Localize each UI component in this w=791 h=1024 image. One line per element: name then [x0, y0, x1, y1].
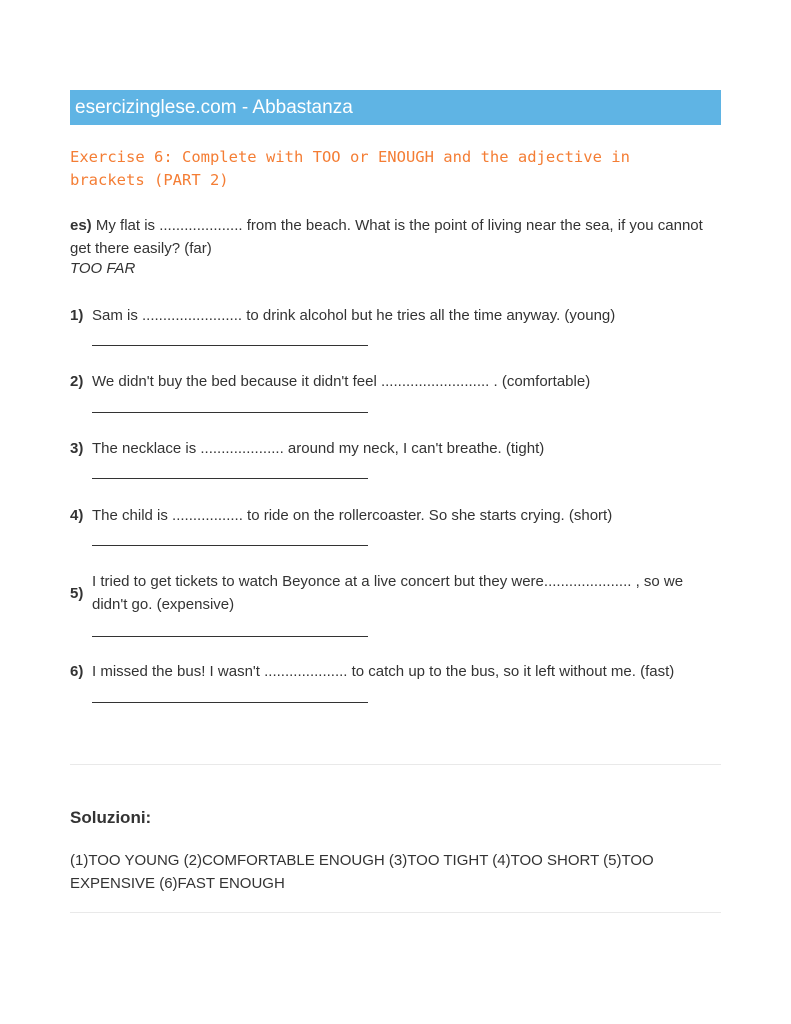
question-text: The child is ................. to ride on the rollercoaster. So she starts crying. (short) — [92, 507, 613, 524]
question-text: I missed the bus! I wasn't .................... to catch up to the bus, so it left without me. (fast) — [92, 663, 675, 680]
section-divider — [70, 912, 721, 913]
question-number: 6) — [70, 663, 84, 680]
answer-line-6[interactable] — [92, 702, 368, 703]
answer-line-3[interactable] — [92, 478, 368, 479]
answer-line-4[interactable] — [92, 545, 368, 546]
solutions-title: Soluzioni: — [70, 808, 152, 827]
question-number: 5) — [70, 585, 84, 602]
question-number: 3) — [70, 440, 84, 457]
question-number: 2) — [70, 373, 84, 390]
answer-line-1[interactable] — [92, 345, 368, 346]
question-text: We didn't buy the bed because it didn't feel .......................... . (comfortable) — [92, 373, 591, 390]
question-text: I tried to get tickets to watch Beyonce at a live concert but they were..................... , so we didn't go. (expensive) — [92, 573, 684, 613]
site-header-banner: esercizinglese.com - Abbastanza — [70, 90, 721, 125]
exercise-title: Exercise 6: Complete with TOO or ENOUGH and the adjective in brackets (PART 2) — [70, 148, 630, 189]
question-text: Sam is ........................ to drink alcohol but he tries all the time anyway. (young) — [92, 307, 616, 324]
answer-line-5[interactable] — [92, 636, 368, 637]
example-answer: TOO FAR — [70, 260, 136, 277]
example-label: es) — [70, 217, 92, 234]
section-divider — [70, 764, 721, 765]
example-sentence — [70, 214, 720, 260]
answer-line-2[interactable] — [92, 412, 368, 413]
solutions-text: (1)TOO YOUNG (2)COMFORTABLE ENOUGH (3)TOO TIGHT (4)TOO SHORT (5)TOO EXPENSIVE (6)FAST ENOUGH — [70, 852, 654, 892]
question-number: 1) — [70, 307, 84, 324]
question-number: 4) — [70, 507, 84, 524]
example-text: My flat is .................... from the beach. What is the point of living near the sea, if you cannot get there easily? (far) — [70, 217, 703, 257]
question-text: The necklace is .................... around my neck, I can't breathe. (tight) — [92, 440, 545, 457]
